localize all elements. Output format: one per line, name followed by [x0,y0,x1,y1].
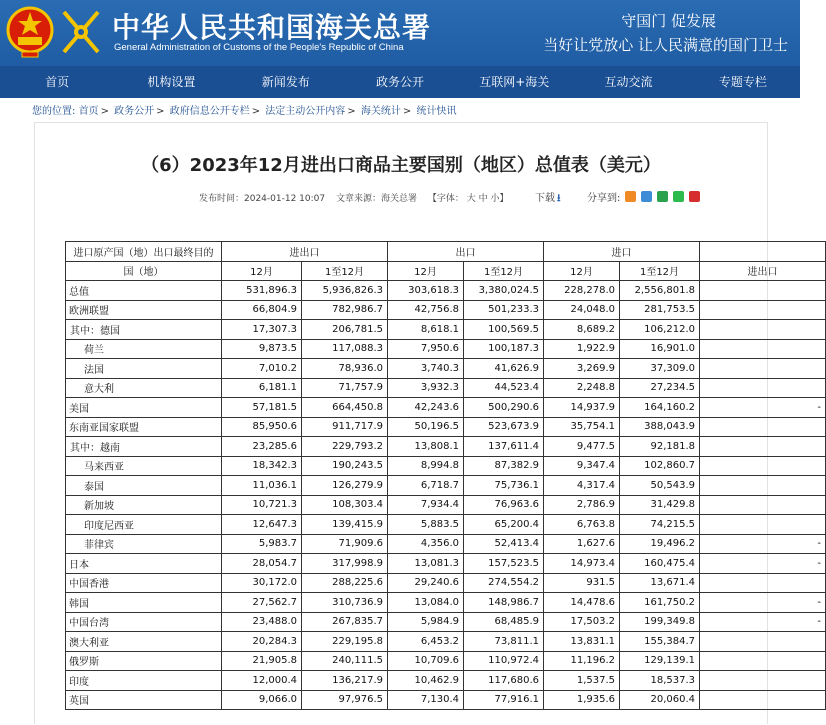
row-value-cell: 73,811.1 [464,632,544,652]
row-value-cell [700,417,826,437]
row-value-cell: 3,932.3 [388,378,464,398]
group-header-total: 进出口 [222,242,388,262]
row-country-name: 中国台湾 [66,612,222,632]
row-value-cell: 136,217.9 [302,671,388,691]
row-value-cell: 68,485.9 [464,612,544,632]
row-value-cell: 78,936.0 [302,359,388,379]
row-value-cell: 206,781.5 [302,320,388,340]
row-value-cell: 13,671.4 [620,573,700,593]
breadcrumb-government-affairs[interactable]: 政务公开 [114,106,155,117]
row-value-cell: 2,786.9 [544,495,620,515]
row-value-cell: 1,537.5 [544,671,620,691]
row-value-cell: 240,111.5 [302,651,388,671]
subheader: 1至12月 [302,261,388,281]
row-value-cell: 9,066.0 [222,690,302,710]
row-value-cell: 92,181.8 [620,437,700,457]
row-value-cell: 2,248.8 [544,378,620,398]
row-value-cell: 41,626.9 [464,359,544,379]
table-row [66,671,826,691]
row-value-cell: 1,935.6 [544,690,620,710]
breadcrumb: 您的位置: 首页 > 政务公开 > 政府信息公开专栏 > 法定主动公开内容 > 海关统计 > 统计快讯 [32,106,457,117]
table-header-row-2 [66,261,826,281]
corner-header-2: 国（地） [66,261,222,281]
nav-special-topics[interactable]: 专题专栏 [718,75,767,89]
row-value-cell: 137,611.4 [464,437,544,457]
nav-government-affairs[interactable]: 政务公开 [375,75,424,89]
row-value-cell: 4,317.4 [544,476,620,496]
table-row [66,300,826,320]
row-value-cell: 14,937.9 [544,398,620,418]
row-country-name: 其中：德国 [66,320,222,340]
table-row [66,476,826,496]
row-value-cell: 229,195.8 [302,632,388,652]
row-value-cell [700,495,826,515]
row-value-cell [700,320,826,340]
table-row [66,398,826,418]
row-value-cell: 7,950.6 [388,339,464,359]
row-value-cell: 931.5 [544,573,620,593]
row-country-name: 英国 [66,690,222,710]
row-value-cell: 303,618.3 [388,281,464,301]
row-value-cell: 228,278.0 [544,281,620,301]
row-value-cell: 18,537.3 [620,671,700,691]
row-value-cell: 10,462.9 [388,671,464,691]
row-value-cell: 14,478.6 [544,593,620,613]
row-value-cell: 664,450.8 [302,398,388,418]
row-value-cell: 5,984.9 [388,612,464,632]
row-country-name: 菲律宾 [66,534,222,554]
row-value-cell [700,359,826,379]
share-bar [587,189,700,204]
row-country-name: 澳大利亚 [66,632,222,652]
row-value-cell [700,515,826,535]
national-emblem-icon[interactable] [6,4,54,60]
row-value-cell: 23,488.0 [222,612,302,632]
row-country-name: 俄罗斯 [66,651,222,671]
row-country-name: 法国 [66,359,222,379]
row-value-cell: 37,309.0 [620,359,700,379]
article-meta [199,191,516,204]
table-row [66,378,826,398]
row-value-cell: 5,936,826.3 [302,281,388,301]
breadcrumb-home[interactable]: 首页 [78,106,99,117]
table-row [66,339,826,359]
table-row [66,651,826,671]
row-value-cell: 501,233.3 [464,300,544,320]
row-value-cell: 71,757.9 [302,378,388,398]
table-header-row-1 [66,242,826,262]
site-header [0,0,800,66]
row-value-cell: 9,347.4 [544,456,620,476]
font-size-selector[interactable]: 【字体： 大 中 小】 [427,194,509,204]
row-value-cell: 161,750.2 [620,593,700,613]
row-value-cell: 13,084.0 [388,593,464,613]
row-value-cell: 157,523.5 [464,554,544,574]
subheader: 进出口 [700,261,826,281]
row-value-cell: 12,647.3 [222,515,302,535]
table-row [66,690,826,710]
row-country-name: 马来西亚 [66,456,222,476]
row-value-cell: 129,139.1 [620,651,700,671]
row-value-cell: 17,503.2 [544,612,620,632]
nav-home[interactable]: 首页 [45,75,70,89]
subheader: 12月 [544,261,620,281]
row-value-cell: 288,225.6 [302,573,388,593]
table-row [66,437,826,457]
row-value-cell: 3,269.9 [544,359,620,379]
content-panel [34,122,821,724]
article-title: （6）2023年12月进出口商品主要国别（地区）总值表（美元） [141,155,661,176]
row-value-cell [700,437,826,457]
download-button[interactable] [535,189,561,208]
row-value-cell: 13,831.1 [544,632,620,652]
row-value-cell [700,690,826,710]
table-row [66,632,826,652]
row-value-cell: 35,754.1 [544,417,620,437]
table-scroll-area[interactable] [65,241,821,725]
subheader: 12月 [388,261,464,281]
row-value-cell: 23,285.6 [222,437,302,457]
row-value-cell [700,456,826,476]
breadcrumb-statutory-disclosure[interactable]: 法定主动公开内容 [265,106,346,117]
row-value-cell: 50,543.9 [620,476,700,496]
table-row [66,495,826,515]
row-value-cell: 7,130.4 [388,690,464,710]
row-value-cell: 20,060.4 [620,690,700,710]
table-row [66,593,826,613]
row-value-cell: 139,415.9 [302,515,388,535]
table-row [66,456,826,476]
row-value-cell: 782,986.7 [302,300,388,320]
share-weibo-icon[interactable] [625,191,636,202]
table-row [66,281,826,301]
article-source: 文章来源：海关总署 [335,194,417,204]
row-value-cell: - [700,554,826,574]
row-value-cell: 77,916.1 [464,690,544,710]
row-value-cell: 108,303.4 [302,495,388,515]
row-value-cell: 5,983.7 [222,534,302,554]
row-value-cell: 52,413.4 [464,534,544,554]
row-value-cell: 9,477.5 [544,437,620,457]
row-value-cell: 8,689.2 [544,320,620,340]
table-row [66,359,826,379]
row-value-cell: 44,523.4 [464,378,544,398]
slogan-line-2: 当好让党放心 让人民满意的国门卫士 [543,36,788,54]
row-value-cell: 17,307.3 [222,320,302,340]
breadcrumb-info-disclosure[interactable]: 政府信息公开专栏 [169,106,250,117]
row-value-cell: 42,756.8 [388,300,464,320]
row-value-cell: 500,290.6 [464,398,544,418]
row-value-cell: 126,279.9 [302,476,388,496]
customs-emblem-icon [58,6,104,58]
row-value-cell: 74,215.5 [620,515,700,535]
row-value-cell: 10,721.3 [222,495,302,515]
row-value-cell: 29,240.6 [388,573,464,593]
row-value-cell: 267,835.7 [302,612,388,632]
row-value-cell: 16,901.0 [620,339,700,359]
row-country-name: 中国香港 [66,573,222,593]
row-value-cell: 6,763.8 [544,515,620,535]
row-country-name: 荷兰 [66,339,222,359]
row-value-cell: 11,196.2 [544,651,620,671]
row-country-name: 东南亚国家联盟 [66,417,222,437]
row-value-cell: 274,554.2 [464,573,544,593]
row-value-cell: 160,475.4 [620,554,700,574]
row-value-cell: 317,998.9 [302,554,388,574]
share-pdf-icon[interactable] [689,191,700,202]
row-value-cell: 19,496.2 [620,534,700,554]
row-value-cell: 27,234.5 [620,378,700,398]
row-value-cell: 7,934.4 [388,495,464,515]
nav-organization[interactable]: 机构设置 [147,75,196,89]
row-value-cell: 65,200.4 [464,515,544,535]
row-value-cell [700,651,826,671]
row-country-name: 印度尼西亚 [66,515,222,535]
subheader: 12月 [222,261,302,281]
row-value-cell: 148,986.7 [464,593,544,613]
nav-interaction[interactable]: 互动交流 [604,75,653,89]
row-value-cell: 229,793.2 [302,437,388,457]
row-country-name: 欧洲联盟 [66,300,222,320]
table-row [66,515,826,535]
nav-internet-customs[interactable]: 互联网+海关 [479,75,550,89]
row-value-cell: 100,569.5 [464,320,544,340]
share-wechat-icon[interactable] [657,191,668,202]
breadcrumb-prefix: 您的位置: [32,106,76,117]
share-qzone-icon[interactable] [641,191,652,202]
group-header-import: 进口 [544,242,700,262]
row-value-cell: 21,905.8 [222,651,302,671]
row-value-cell: 85,950.6 [222,417,302,437]
row-value-cell: 13,081.3 [388,554,464,574]
row-value-cell: 87,382.9 [464,456,544,476]
table-row [66,320,826,340]
row-country-name: 印度 [66,671,222,691]
row-value-cell: 30,172.0 [222,573,302,593]
row-country-name: 意大利 [66,378,222,398]
row-value-cell: 102,860.7 [620,456,700,476]
table-row [66,534,826,554]
row-value-cell [700,378,826,398]
row-value-cell: 310,736.9 [302,593,388,613]
row-value-cell: 117,680.6 [464,671,544,691]
row-value-cell: 71,909.6 [302,534,388,554]
row-value-cell: - [700,593,826,613]
row-value-cell: 8,994.8 [388,456,464,476]
row-country-name: 泰国 [66,476,222,496]
row-country-name: 其中：越南 [66,437,222,457]
row-country-name: 总值 [66,281,222,301]
row-value-cell: 97,976.5 [302,690,388,710]
row-value-cell: 110,972.4 [464,651,544,671]
row-value-cell: 27,562.7 [222,593,302,613]
row-value-cell [700,573,826,593]
row-value-cell: 164,160.2 [620,398,700,418]
row-value-cell [700,300,826,320]
row-value-cell: 155,384.7 [620,632,700,652]
row-value-cell [700,671,826,691]
trade-table [65,241,826,710]
row-value-cell: 199,349.8 [620,612,700,632]
row-value-cell: 6,453.2 [388,632,464,652]
breadcrumb-statistics-flash[interactable]: 统计快讯 [416,106,457,117]
row-value-cell: - [700,612,826,632]
row-value-cell: 4,356.0 [388,534,464,554]
row-value-cell: 5,883.5 [388,515,464,535]
row-value-cell: 24,048.0 [544,300,620,320]
row-country-name: 韩国 [66,593,222,613]
download-arrow-icon: ⭳ [557,193,561,204]
subheader: 1至12月 [620,261,700,281]
subheader: 1至12月 [464,261,544,281]
publish-time: 发布时间：2024-01-12 10:07 [199,194,326,204]
row-value-cell: 523,673.9 [464,417,544,437]
table-row [66,554,826,574]
main-nav [0,66,800,98]
row-value-cell: 100,187.3 [464,339,544,359]
row-value-cell: 28,054.7 [222,554,302,574]
row-value-cell: 10,709.6 [388,651,464,671]
row-value-cell: 75,736.1 [464,476,544,496]
row-value-cell: 76,963.6 [464,495,544,515]
row-value-cell: 18,342.3 [222,456,302,476]
share-label: 分享到: [587,193,621,204]
download-label: 下载 [535,193,555,204]
row-value-cell: 6,718.7 [388,476,464,496]
row-value-cell: 106,212.0 [620,320,700,340]
row-value-cell: 14,973.4 [544,554,620,574]
row-value-cell: 911,717.9 [302,417,388,437]
row-country-name: 美国 [66,398,222,418]
row-value-cell: - [700,534,826,554]
site-title-english: General Administration of Customs of the People's Republic of China [114,42,404,53]
row-value-cell: 66,804.9 [222,300,302,320]
row-value-cell: 388,043.9 [620,417,700,437]
group-header-extra [700,242,826,262]
row-value-cell [700,632,826,652]
row-country-name: 新加坡 [66,495,222,515]
row-value-cell: 7,010.2 [222,359,302,379]
row-value-cell [700,339,826,359]
row-value-cell: 3,380,024.5 [464,281,544,301]
table-row [66,417,826,437]
row-value-cell: 31,429.8 [620,495,700,515]
group-header-export: 出口 [388,242,544,262]
row-value-cell: 3,740.3 [388,359,464,379]
corner-header-1: 进口原产国（地）出口最终目的 [66,242,222,262]
row-value-cell: 117,088.3 [302,339,388,359]
row-value-cell: 1,922.9 [544,339,620,359]
row-value-cell: 2,556,801.8 [620,281,700,301]
row-value-cell: 190,243.5 [302,456,388,476]
row-value-cell: 42,243.6 [388,398,464,418]
share-wechat-moments-icon[interactable] [673,191,684,202]
table-row [66,612,826,632]
table-row [66,573,826,593]
row-value-cell: 57,181.5 [222,398,302,418]
row-value-cell: 8,618.1 [388,320,464,340]
row-value-cell: 13,808.1 [388,437,464,457]
breadcrumb-customs-statistics[interactable]: 海关统计 [360,106,401,117]
row-country-name: 日本 [66,554,222,574]
row-value-cell: 531,896.3 [222,281,302,301]
row-value-cell [700,281,826,301]
nav-news[interactable]: 新闻发布 [261,75,310,89]
row-value-cell: - [700,398,826,418]
row-value-cell: 50,196.5 [388,417,464,437]
row-value-cell: 11,036.1 [222,476,302,496]
row-value-cell: 20,284.3 [222,632,302,652]
row-value-cell: 1,627.6 [544,534,620,554]
row-value-cell: 6,181.1 [222,378,302,398]
row-value-cell: 12,000.4 [222,671,302,691]
row-value-cell: 281,753.5 [620,300,700,320]
site-title[interactable]: 中华人民共和国海关总署 [112,11,432,44]
row-value-cell: 9,873.5 [222,339,302,359]
row-value-cell [700,476,826,496]
slogan-line-1: 守国门 促发展 [621,12,716,30]
